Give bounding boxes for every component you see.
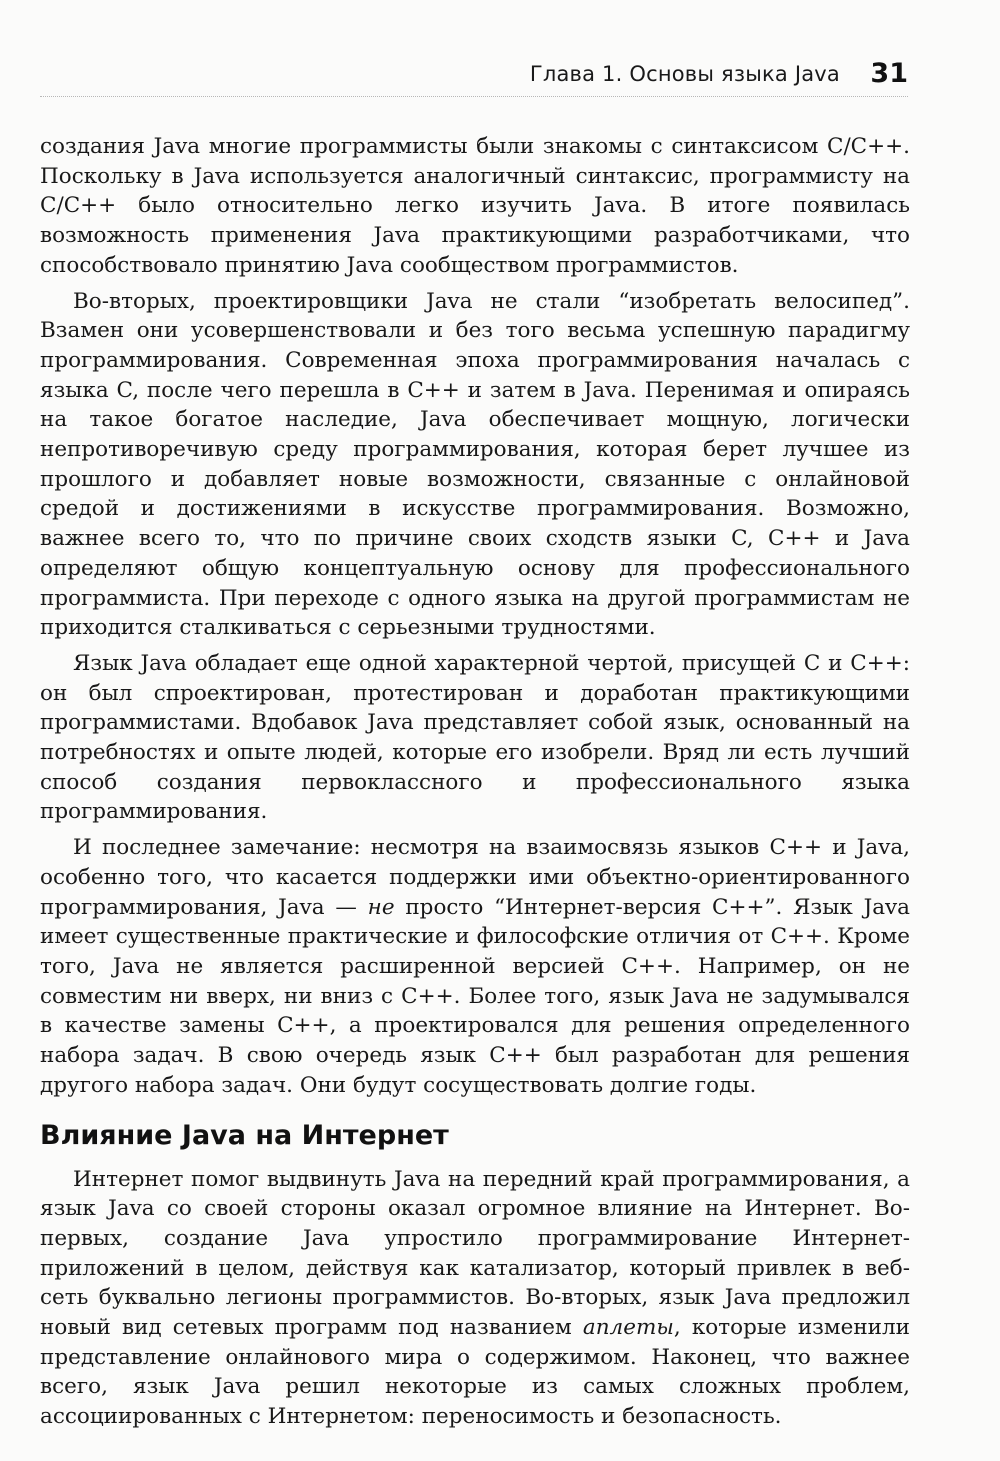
paragraph-4-emphasis: не [367,894,395,920]
paragraph-5-emphasis: аплеты [582,1315,674,1341]
paragraph-3: Язык Java обладает еще одной характерной чертой, присущей C и C++: он был спроектирован, протестирован и доработан практикующими программистами. Вдобавок Java представляет собой язык, основанный на потребностях и опыте людей, которые его изобрели. Вряд ли есть лучший способ создания первоклассного и профессионального языка программирования. [40,650,910,825]
paragraph-4-text-a: И последнее замечание: несмотря на взаимосвязь языков C++ и Java, особенно того, что касается поддержки ими объектно-ориентированного программирования, Java — [40,835,910,920]
running-header [40,60,908,97]
page-body [40,132,910,1432]
paragraph-5 [40,1165,910,1432]
paragraph-4 [40,833,910,1100]
paragraph-5-text-b: , которые изменили представление онлайнового мира о содержимом. Наконец, что важнее всего, язык Java решил некоторые из самых сложных проблем, ассоциированных с Интернетом: переносимость и безопасность. [40,1315,910,1430]
running-title: Глава 1. Основы языка Java [529,62,840,86]
paragraph-5-text-a: Интернет помог выдвинуть Java на передний край программирования, а язык Java со своей стороны оказал огромное влияние на Интернет. Во-первых, создание Java упростило программирование Интернет-приложений в целом, действуя как катализатор, который привлек в веб-сеть буквально легионы программистов. Во-вторых, язык Java предложил новый вид сетевых программ под названием [40,1166,910,1341]
paragraph-4-text-b: просто “Интернет-версия C++”. Язык Java имеет существенные практические и философские отличия от C++. Кроме того, Java не является расширенной версией C++. Например, он не совместим ни вверх, ни вниз с C++. Более того, язык Java не задумывался в качестве замены C++, а проектировался для решения определенного набора задач. В свою очередь язык C++ был разработан для решения другого набора задач. Они будут сосуществовать долгие годы. [40,894,911,1098]
section-heading: Влияние Java на Интернет [40,1119,449,1151]
paragraph-2: Во-вторых, проектировщики Java не стали “изобретать велосипед”. Взамен они усовершенствовали и без того весьма успешную парадигму программирования. Современная эпоха программирования началась с языка C, после чего перешла в C++ и затем в Java. Перенимая и опираясь на такое богатое наследие, Java обеспечивает мощную, логически непротиворечивую среду программирования, которая берет лучшее из прошлого и добавляет новые возможности, связанные с онлайновой средой и достижениями в искусстве программирования. Возможно, важнее всего то, что по причине своих сходств языки C, C++ и Java определяют общую концептуальную основу для профессионального программиста. При переходе с одного языка на другой программистам не приходится сталкиваться с серьезными трудностями. [40,288,910,641]
page-number: 31 [870,58,908,89]
paragraph-1: создания Java многие программисты были знакомы с синтаксисом C/C++. Поскольку в Java используется аналогичный синтаксис, программисту на C/C++ было относительно легко изучить Java. В итоге появилась возможность применения Java практикующими разработчиками, что способствовало принятию Java сообществом программистов. [40,134,910,278]
